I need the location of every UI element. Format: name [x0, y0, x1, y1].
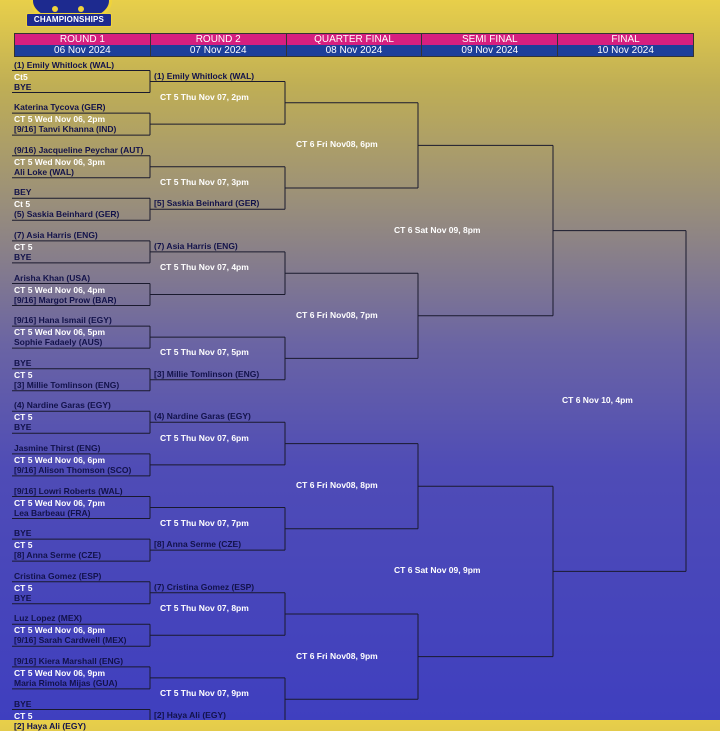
r1-player-top: Luz Lopez (MEX): [14, 613, 82, 624]
r1-player-bottom: [8] Anna Serme (CZE): [14, 550, 102, 561]
r1-player-bottom: [2] Haya Ali (EGY): [14, 720, 86, 731]
r1-court-time: CT 5 Wed Nov 06, 5pm: [14, 327, 106, 338]
r2-court-time: CT 5 Thu Nov 07, 5pm: [160, 347, 249, 358]
qf-court-time: CT 6 Fri Nov08, 6pm: [296, 139, 378, 150]
r2-player-top: (4) Nardine Garas (EGY): [154, 411, 251, 422]
final-court-time: CT 6 Nov 10, 4pm: [562, 395, 633, 405]
r1-player-top: [9/16] Lowri Roberts (WAL): [14, 485, 123, 496]
r1-court-time: CT 5: [14, 582, 33, 593]
r1-player-bottom: BYE: [14, 251, 32, 262]
r1-court-time: CT 5: [14, 540, 33, 551]
r1-player-top: (7) Asia Harris (ENG): [14, 229, 98, 240]
r1-court-time: CT 5 Wed Nov 06, 7pm: [14, 497, 106, 508]
r1-court-time: CT 5 Wed Nov 06, 3pm: [14, 156, 106, 167]
r2-player-bottom: [3] Millie Tomlinson (ENG): [154, 368, 260, 379]
r1-court-time: CT 5 Wed Nov 06, 6pm: [14, 454, 106, 465]
r1-player-bottom: BYE: [14, 592, 32, 603]
round-date: 07 Nov 2024: [151, 45, 286, 56]
r1-player-top: (4) Nardine Garas (EGY): [14, 400, 111, 411]
r2-player-top: (7) Cristina Gomez (ESP): [154, 581, 255, 592]
r2-player-bottom: [8] Anna Serme (CZE): [154, 539, 242, 550]
round-date: 06 Nov 2024: [15, 45, 150, 56]
round-name: SEMI FINAL: [422, 34, 557, 45]
r1-player-bottom: Lea Barbeau (FRA): [14, 507, 91, 518]
r2-player-bottom: [2] Haya Ali (EGY): [154, 709, 226, 720]
r2-court-time: CT 5 Thu Nov 07, 8pm: [160, 603, 249, 613]
r1-player-top: BYE: [14, 357, 32, 368]
r2-court-time: CT 5 Thu Nov 07, 4pm: [160, 262, 249, 273]
round-name: QUARTER FINAL: [287, 34, 422, 45]
qf-court-time: CT 6 Fri Nov08, 7pm: [296, 309, 378, 320]
r1-player-bottom: (5) Saskia Beinhard (GER): [14, 209, 120, 220]
r1-player-top: [9/16] Kiera Marshall (ENG): [14, 655, 124, 666]
r1-player-top: (9/16) Jacqueline Peychar (AUT): [14, 144, 144, 155]
sf-court-time: CT 6 Sat Nov 09, 9pm: [394, 565, 481, 576]
r1-player-bottom: [9/16] Alison Thomson (SCO): [14, 464, 132, 475]
r1-player-bottom: Ali Loke (WAL): [14, 166, 74, 177]
r1-court-time: CT 5: [14, 710, 33, 721]
r1-court-time: CT 5: [14, 369, 33, 380]
r1-player-top: BYE: [14, 698, 32, 709]
r1-player-top: BEY: [14, 187, 32, 198]
round-date: 08 Nov 2024: [287, 45, 422, 56]
round-name: FINAL: [558, 34, 693, 45]
sf-court-time: CT 6 Sat Nov 09, 8pm: [394, 224, 481, 235]
r1-player-top: Katerina Tycova (GER): [14, 102, 106, 113]
r1-court-time: CT 5 Wed Nov 06, 9pm: [14, 667, 106, 678]
r1-player-top: (1) Emily Whitlock (WAL): [14, 59, 115, 70]
logo-banner-text: CHAMPIONSHIPS: [26, 13, 112, 27]
r2-court-time: CT 5 Thu Nov 07, 2pm: [160, 91, 249, 102]
r1-player-bottom: Maria Rimola Mijas (GUA): [14, 677, 118, 688]
r2-court-time: CT 5 Thu Nov 07, 7pm: [160, 517, 249, 528]
r1-court-time: CT 5 Wed Nov 06, 8pm: [14, 625, 106, 636]
r1-player-bottom: BYE: [14, 81, 32, 92]
r2-player-top: (1) Emily Whitlock (WAL): [154, 70, 255, 81]
qf-court-time: CT 6 Fri Nov08, 8pm: [296, 480, 378, 491]
r1-court-time: Ct 5: [14, 199, 31, 210]
r2-player-bottom: [5] Saskia Beinhard (GER): [154, 198, 260, 209]
r1-court-time: CT 5: [14, 241, 33, 252]
r1-court-time: Ct5: [14, 71, 28, 82]
r1-player-top: [9/16] Hana Ismail (EGY): [14, 315, 112, 326]
r1-player-top: BYE: [14, 528, 32, 539]
r2-player-top: (7) Asia Harris (ENG): [154, 240, 238, 251]
round-date: 10 Nov 2024: [558, 45, 693, 56]
r2-court-time: CT 5 Thu Nov 07, 3pm: [160, 177, 249, 187]
round-name: ROUND 2: [151, 34, 286, 45]
round-name: ROUND 1: [15, 34, 150, 45]
r1-player-bottom: BYE: [14, 422, 32, 433]
r1-player-top: Arisha Khan (USA): [14, 272, 91, 283]
r2-court-time: CT 5 Thu Nov 07, 9pm: [160, 688, 249, 699]
round-date: 09 Nov 2024: [422, 45, 557, 56]
r1-player-bottom: [9/16] Margot Prow (BAR): [14, 294, 117, 305]
r1-player-bottom: Sophie Fadaely (AUS): [14, 337, 103, 348]
r2-court-time: CT 5 Thu Nov 07, 6pm: [160, 432, 249, 443]
qf-court-time: CT 6 Fri Nov08, 9pm: [296, 650, 378, 661]
r1-player-bottom: [9/16] Sarah Cardwell (MEX): [14, 635, 127, 646]
r1-player-bottom: [3] Millie Tomlinson (ENG): [14, 379, 120, 390]
r1-court-time: CT 5 Wed Nov 06, 4pm: [14, 284, 106, 295]
r1-player-top: Jasmine Thirst (ENG): [14, 442, 101, 453]
r1-player-top: Cristina Gomez (ESP): [14, 570, 102, 581]
r1-court-time: CT 5 Wed Nov 06, 2pm: [14, 114, 106, 125]
r1-court-time: CT 5: [14, 412, 33, 423]
r1-player-bottom: [9/16] Tanvi Khanna (IND): [14, 124, 117, 135]
